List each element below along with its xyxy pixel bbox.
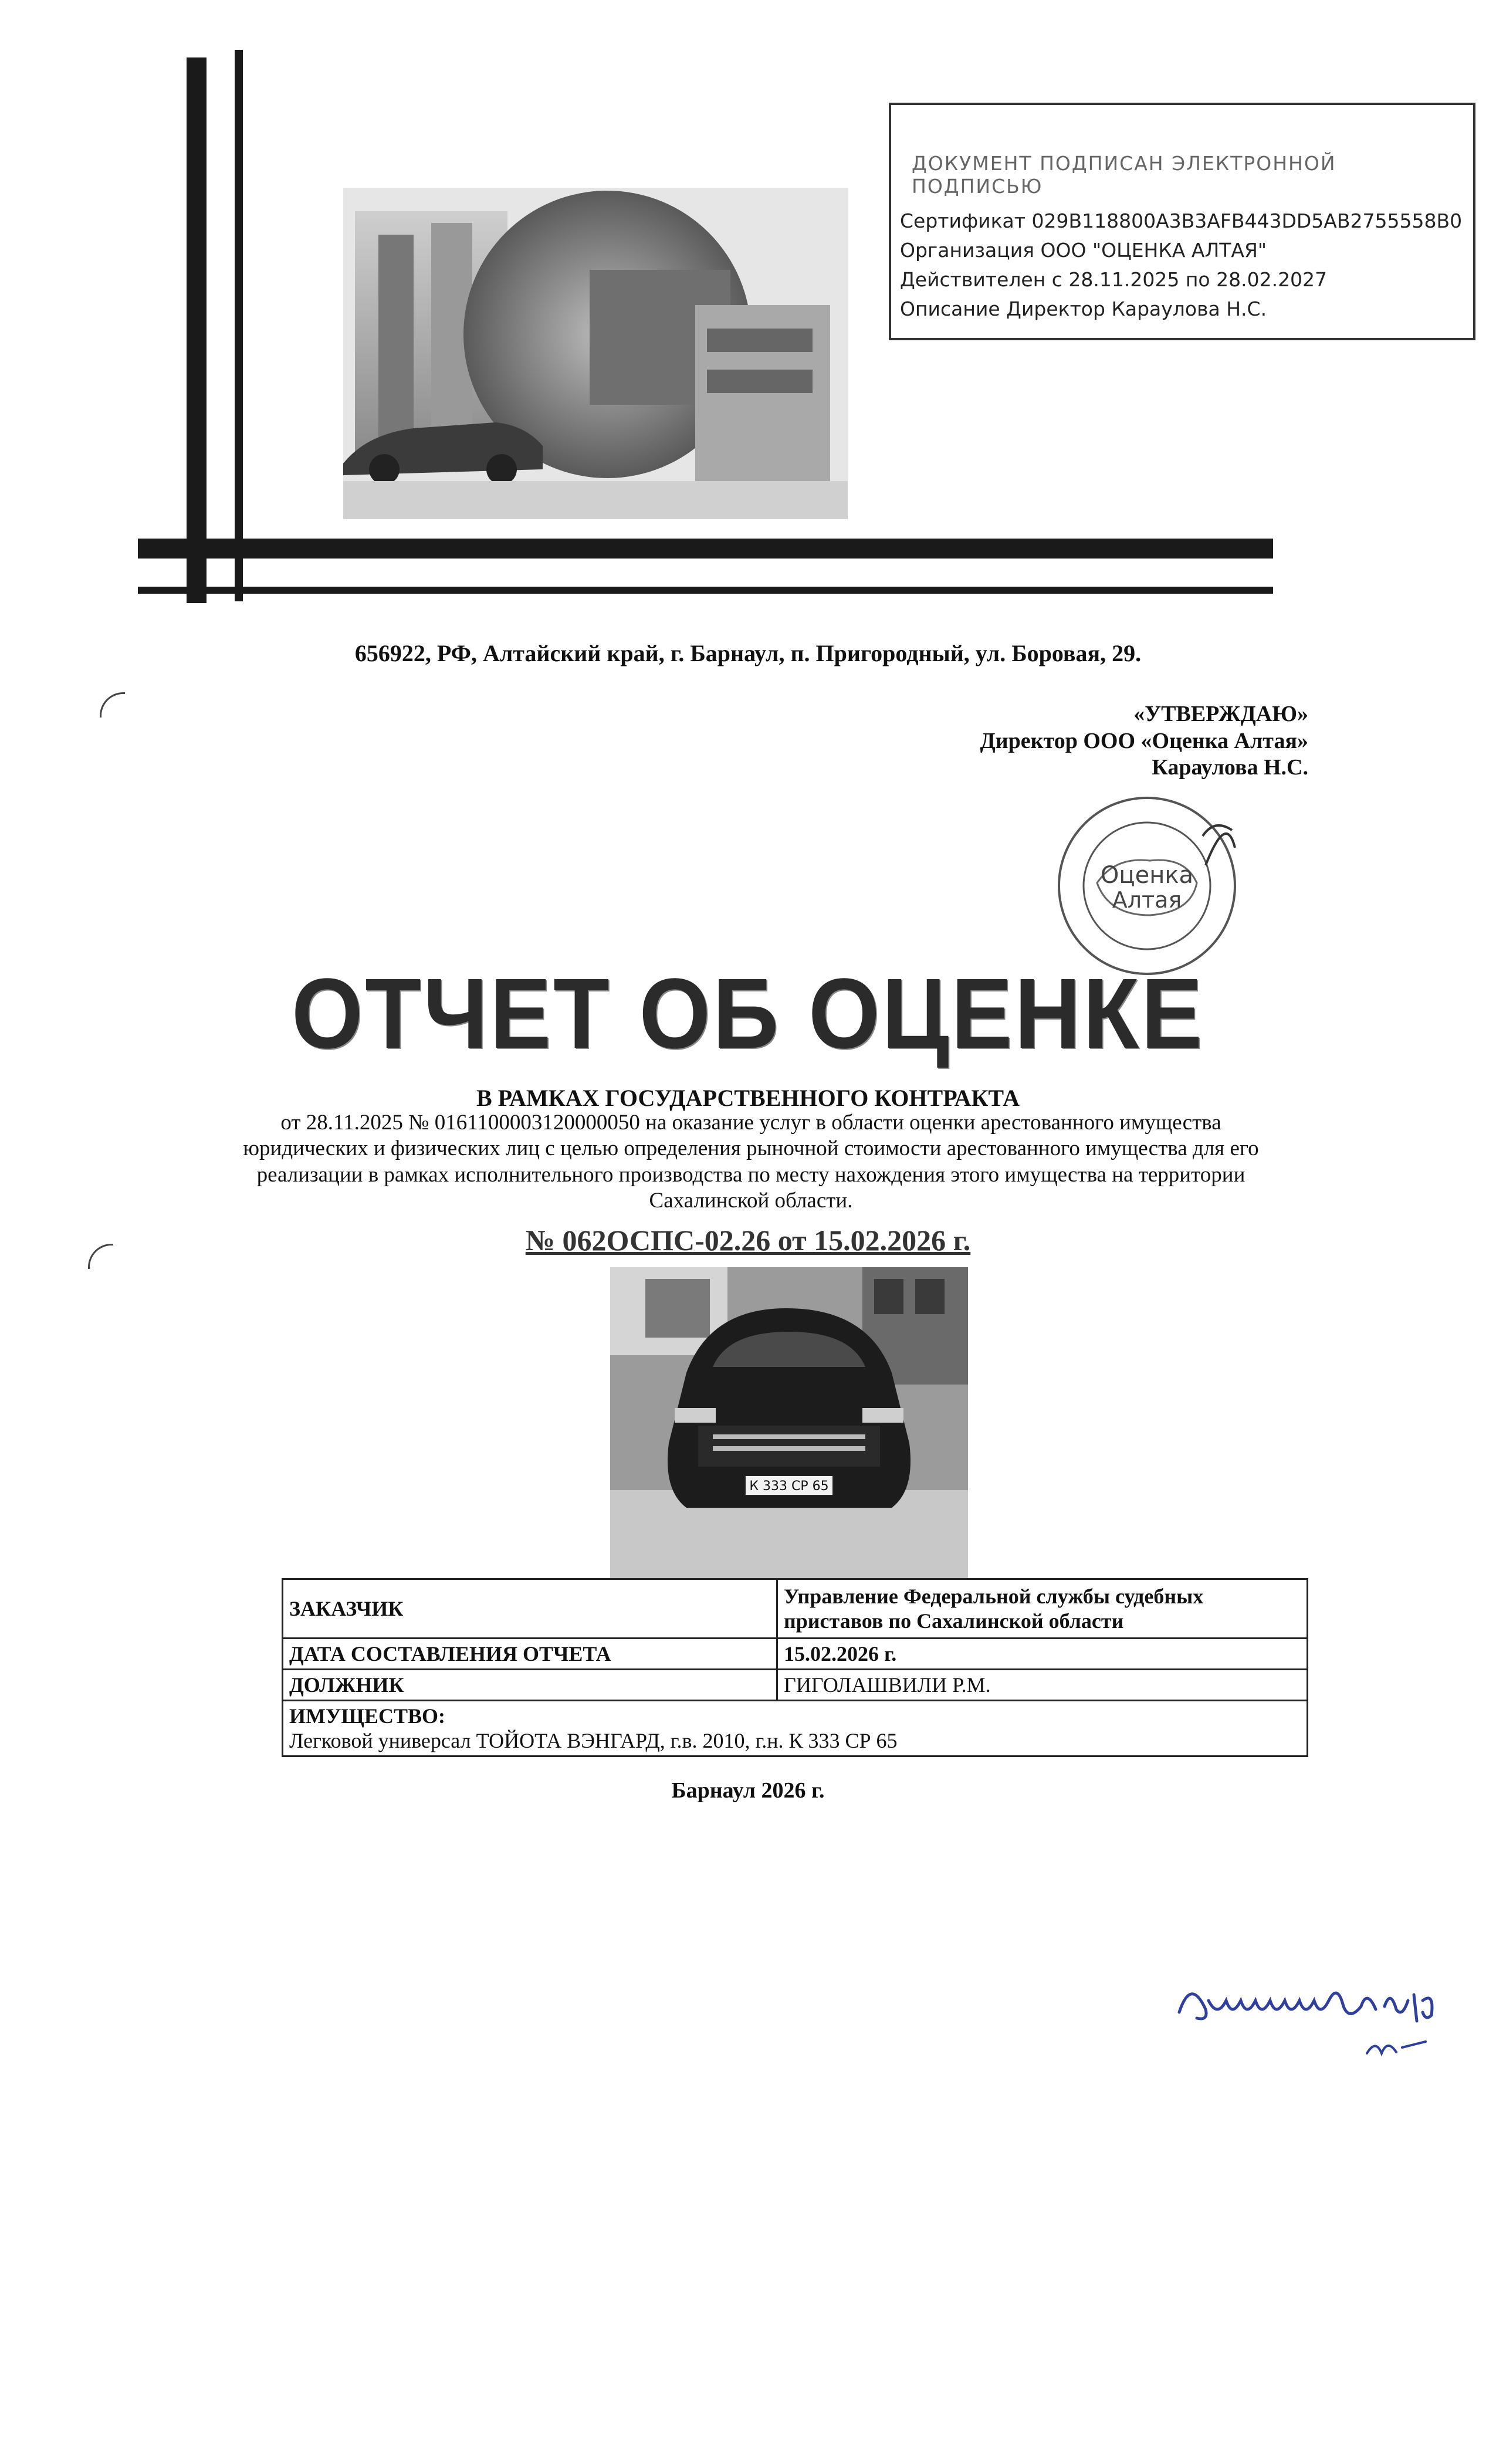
car-photo [610, 1267, 968, 1578]
punch-hole-top [100, 692, 125, 717]
city-year: Барнаул 2026 г. [671, 1778, 825, 1803]
debtor-value: ГИГОЛАШВИЛИ Р.М. [777, 1670, 1308, 1701]
handwritten-signature [1173, 1965, 1478, 2065]
signature-box-header: ДОКУМЕНТ ПОДПИСАН ЭЛЕКТРОННОЙ ПОДПИСЬЮ [912, 152, 1336, 198]
table-row [283, 1579, 1308, 1639]
decor-vertical-bar-2 [235, 50, 243, 601]
property-label: ИМУЩЕСТВО: [289, 1704, 445, 1728]
approval-block [980, 701, 1308, 781]
report-number: № 062ОСПС-02.26 от 15.02.2026 г. [525, 1224, 971, 1257]
table-row [283, 1639, 1308, 1670]
report-date-label: ДАТА СОСТАВЛЕНИЯ ОТЧЕТА [283, 1639, 777, 1670]
debtor-label: ДОЛЖНИК [283, 1670, 777, 1701]
report-title: ОТЧЕТ ОБ ОЦЕНКЕ [291, 958, 1205, 1069]
decor-horizontal-bar-1 [138, 539, 1273, 559]
approval-name: Караулова Н.С. [1152, 755, 1308, 780]
report-date-value: 15.02.2026 г. [777, 1639, 1308, 1670]
stamp-text-line2: Алтая [1112, 887, 1182, 913]
stamp-text-line1: Оценка [1100, 862, 1194, 889]
signature-certificate: Сертификат 029B118800A3B3AFB443DD5AB2755558B0 [900, 209, 1463, 232]
signature-organization: Организация ООО "ОЦЕНКА АЛТАЯ" [900, 239, 1267, 262]
property-value: Легковой универсал ТОЙОТА ВЭНГАРД, г.в. 2010, г.н. К 333 СР 65 [289, 1729, 898, 1752]
electronic-signature-box [889, 103, 1475, 340]
car-plate-text: К 333 СР 65 [749, 1479, 829, 1494]
contract-description: от 28.11.2025 № 0161100003120000050 на оказание услуг в области оценки арестованного имущества юридических и физических лиц с целью определения рыночной стоимости арестованного имущества для его реализации в рамках исполнительного производства по месту нахождения этого имущества на территории Сахалинской области. [243, 1111, 1259, 1213]
company-address: 656922, РФ, Алтайский край, г. Барнаул, п. Пригородный, ул. Боровая, 29. [354, 640, 1142, 666]
customer-label: ЗАКАЗЧИК [283, 1579, 777, 1639]
table-row [283, 1670, 1308, 1701]
signature-validity: Действителен с 28.11.2025 по 28.02.2027 [900, 268, 1328, 291]
header-collage-image [343, 188, 848, 519]
customer-value: Управление Федеральной службы судебных приставов по Сахалинской области [777, 1579, 1308, 1639]
report-subtitle: В РАМКАХ ГОСУДАРСТВЕННОГО КОНТРАКТА [476, 1085, 1020, 1111]
property-cell [283, 1701, 1308, 1756]
approval-position: Директор ООО «Оценка Алтая» [980, 728, 1308, 753]
signature-description: Описание Директор Караулова Н.С. [900, 297, 1267, 320]
report-info-table [282, 1578, 1308, 1757]
decor-horizontal-bar-2 [138, 587, 1273, 594]
approval-heading: «УТВЕРЖДАЮ» [1133, 702, 1308, 726]
decor-vertical-bar-1 [187, 57, 207, 603]
table-row [283, 1701, 1308, 1756]
company-stamp [1056, 795, 1238, 977]
